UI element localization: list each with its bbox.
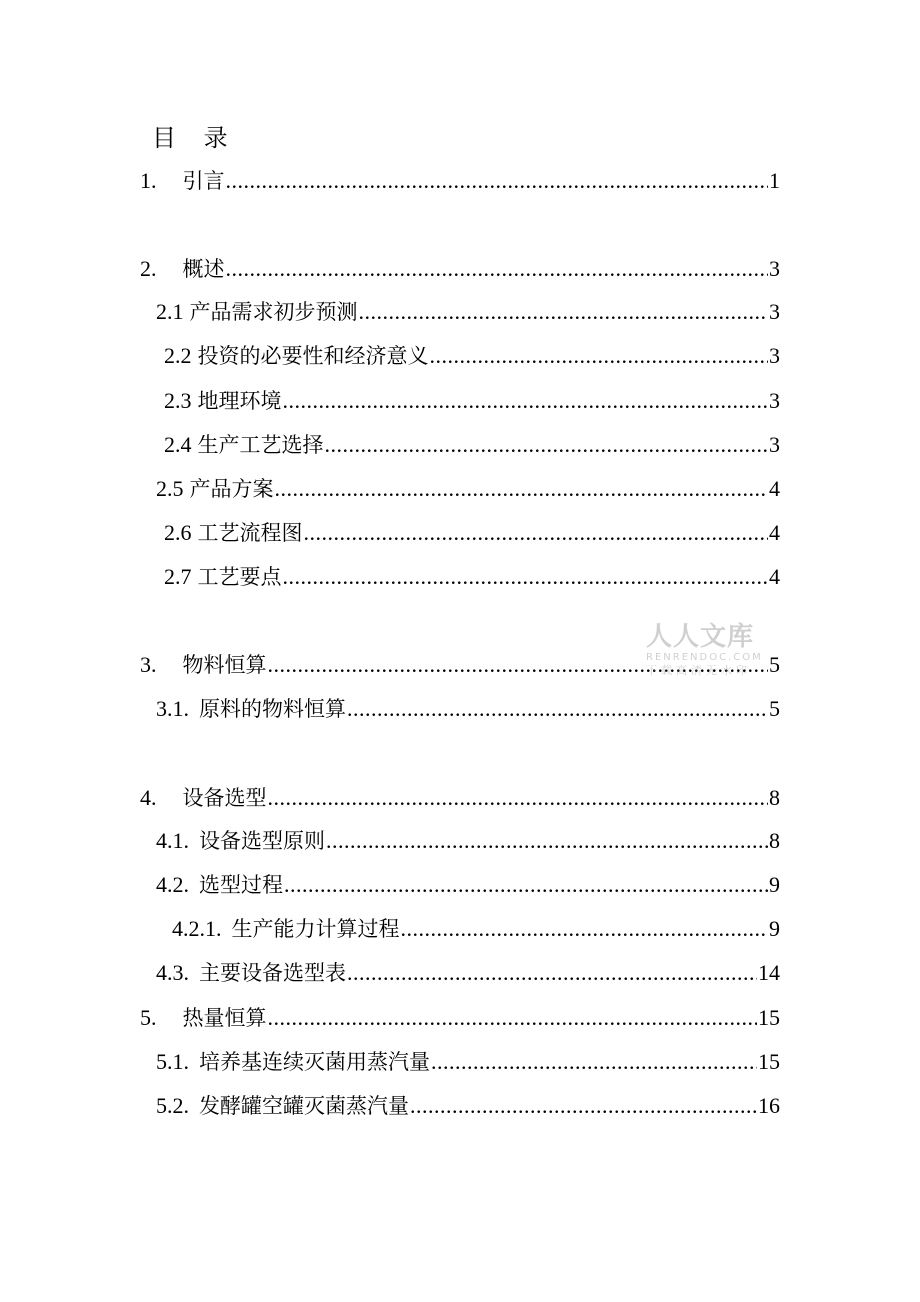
toc-entry-title: 设备选型原则: [199, 829, 325, 853]
toc-entry-title: 投资的必要性和经济意义: [197, 344, 429, 368]
toc-entry[interactable]: [140, 254, 780, 284]
toc-entry[interactable]: [156, 297, 780, 327]
dot-leader: [283, 562, 769, 592]
toc-entry-title: 选型过程: [199, 873, 283, 897]
toc-entry-page: 3: [769, 256, 780, 281]
dot-leader: [226, 166, 769, 196]
toc-entry[interactable]: [140, 1003, 780, 1033]
watermark-domain: RENRENDOC.COM: [646, 652, 763, 663]
toc-entry-page: 15: [758, 1005, 780, 1030]
toc-entry[interactable]: [156, 1047, 780, 1077]
toc-entry-title: 发酵罐空罐灭菌蒸汽量: [199, 1094, 409, 1118]
toc-title: 目 录: [152, 124, 238, 152]
toc-entry-page: 3: [769, 432, 780, 457]
toc-entry[interactable]: [164, 386, 780, 416]
toc-entry-number: 2.5: [156, 476, 184, 501]
toc-entry-page: 4: [769, 476, 780, 501]
toc-entry[interactable]: [140, 166, 780, 196]
dot-leader: [359, 297, 769, 327]
toc-entry-title: 生产能力计算过程: [231, 917, 400, 941]
toc-entry-title: 工艺流程图: [197, 521, 303, 545]
dot-leader: [347, 958, 757, 988]
toc-entry-title: 产品方案: [189, 477, 274, 501]
dot-leader: [226, 254, 769, 284]
toc-entry-number: 4.: [140, 785, 157, 810]
toc-entry-number: 5.: [140, 1005, 157, 1030]
watermark-title: 人人文库: [646, 622, 755, 652]
toc-entry-number: 2.6: [164, 520, 192, 545]
toc-entry-page: 8: [769, 785, 780, 810]
toc-entry[interactable]: [156, 694, 780, 724]
toc-entry[interactable]: [164, 518, 780, 548]
toc-entry-number: 2.7: [164, 564, 192, 589]
toc-entry-page: 5: [769, 652, 780, 677]
toc-entry-page: 14: [758, 960, 780, 985]
toc-entry-page: 9: [769, 916, 780, 941]
toc-entry-number: 5.1.: [156, 1049, 189, 1074]
toc-entry-page: 4: [769, 520, 780, 545]
toc-entry-number: 3.: [140, 652, 157, 677]
toc-entry-number: 2.: [140, 256, 157, 281]
toc-entry-title: 培养基连续灭菌用蒸汽量: [199, 1050, 430, 1074]
toc-entry-number: 2.1: [156, 299, 184, 324]
toc-entry-page: 9: [769, 872, 780, 897]
toc-entry-title: 工艺要点: [197, 565, 282, 589]
watermark-logo: [646, 622, 776, 680]
toc-entry-title: 引言: [182, 169, 225, 193]
toc-entry[interactable]: [156, 826, 780, 856]
toc-entry-title: 设备选型: [182, 786, 267, 810]
toc-entry-page: 3: [769, 388, 780, 413]
toc-entry-number: 2.2: [164, 343, 192, 368]
toc-entry[interactable]: [164, 562, 780, 592]
toc-entry[interactable]: [156, 474, 780, 504]
dot-leader: [275, 474, 769, 504]
dot-leader: [401, 914, 769, 944]
dot-leader: [430, 341, 769, 371]
toc-entry-title: 原料的物料恒算: [199, 697, 346, 721]
watermark-tagline: 下载高清无水印: [646, 664, 751, 677]
toc-entry-number: 4.3.: [156, 960, 189, 985]
toc-entry[interactable]: [156, 958, 780, 988]
dot-leader: [347, 694, 768, 724]
toc-entry-page: 8: [769, 828, 780, 853]
dot-leader: [283, 386, 769, 416]
toc-entry[interactable]: [172, 914, 780, 944]
toc-entry[interactable]: [164, 430, 780, 460]
toc-entry-number: 4.2.1.: [172, 916, 222, 941]
toc-entry[interactable]: [156, 1091, 780, 1121]
dot-leader: [325, 430, 769, 460]
toc-entry-title: 物料恒算: [182, 653, 267, 677]
toc-entry[interactable]: [140, 783, 780, 813]
toc-entry-number: 1.: [140, 168, 157, 193]
toc-entry-title: 概述: [182, 257, 225, 281]
toc-entry[interactable]: [156, 870, 780, 900]
toc-entry-page: 3: [769, 343, 780, 368]
toc-entry[interactable]: [164, 341, 780, 371]
toc-entry-title: 生产工艺选择: [197, 433, 324, 457]
dot-leader: [268, 783, 769, 813]
toc-entry-page: 3: [769, 299, 780, 324]
toc-entry-page: 16: [758, 1093, 780, 1118]
toc-entry-number: 2.4: [164, 432, 192, 457]
dot-leader: [268, 1003, 758, 1033]
toc-entry-title: 地理环境: [197, 389, 282, 413]
dot-leader: [326, 826, 768, 856]
dot-leader: [431, 1047, 757, 1077]
toc-entry-number: 2.3: [164, 388, 192, 413]
dot-leader: [410, 1091, 757, 1121]
toc-entry-title: 主要设备选型表: [199, 961, 346, 985]
toc-entry-title: 产品需求初步预测: [189, 300, 358, 324]
toc-entry-page: 4: [769, 564, 780, 589]
toc-entry-number: 4.1.: [156, 828, 189, 853]
dot-leader: [304, 518, 769, 548]
toc-entry-number: 3.1.: [156, 696, 189, 721]
toc-entry-page: 5: [769, 696, 780, 721]
toc-entry-page: 15: [758, 1049, 780, 1074]
toc-entry-number: 5.2.: [156, 1093, 189, 1118]
dot-leader: [284, 870, 768, 900]
toc-entry-title: 热量恒算: [182, 1006, 267, 1030]
toc-entry-page: 1: [769, 168, 780, 193]
toc-entry-number: 4.2.: [156, 872, 189, 897]
